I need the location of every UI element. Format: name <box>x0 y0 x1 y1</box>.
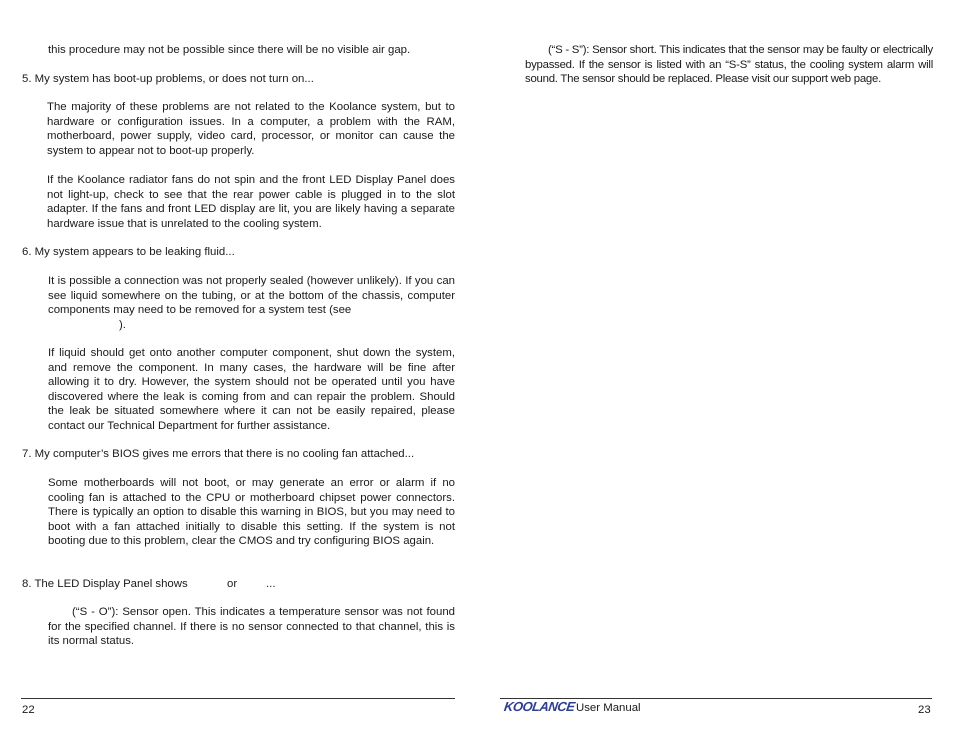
question-8-heading: 8. The LED Display Panel shows <box>22 578 188 590</box>
question-7-heading: 7. My computer’s BIOS gives me errors that there is no cooling fan attached... <box>22 448 415 460</box>
q6-paragraph-1: It is possible a connection was not properly sealed (however unlikely). If you can see liquid somewhere on the tubing, or at the bottom of the chassis, computer components may need to be removed for a system test (see <box>48 275 455 317</box>
q5-paragraph-2: If the Koolance radiator fans do not spin and the front LED Display Panel does not light-up, check to see that the rear power cable is plugged in to the slot adapter. If the fans and front LED display are lit, you are likely having a separate hardware issue that is unrelated to the cooling system. <box>47 174 455 230</box>
q6-paragraph-1-end: ). <box>119 319 126 331</box>
question-5-heading: 5. My system has boot-up problems, or does not turn on... <box>22 73 314 85</box>
sensor-short-paragraph: (“S - S”): Sensor short. This indicates that the sensor may be faulty or electrically bypassed. If the sensor is listed with an “S-S” status, the cooling system alarm will sound. The sensor should be replaced. Please visit our support web page. <box>525 44 933 86</box>
q7-paragraph-1: Some motherboards will not boot, or may generate an error or alarm if no cooling fan is attached to the CPU or motherboard chipset power connectors. There is typically an option to disable this warning in BIOS, but you may need to boot with a fan attached initially to disable this setting. If the system is not booting due to this problem, clear the CMOS and try configuring BIOS again. <box>48 477 455 548</box>
koolance-logo: KOOLANCE <box>503 699 576 714</box>
right-page <box>477 0 954 738</box>
question-8-or: or <box>227 578 238 590</box>
question-6-heading: 6. My system appears to be leaking fluid... <box>22 246 235 258</box>
question-8-ellipsis: ... <box>266 578 276 590</box>
page-number: 22 <box>22 704 35 716</box>
continued-paragraph: this procedure may not be possible since there will be no visible air gap. <box>48 44 411 56</box>
page-number: 23 <box>918 704 931 716</box>
user-manual-label: User Manual <box>576 702 641 714</box>
q5-paragraph-1: The majority of these problems are not related to the Koolance system, but to hardware or configuration issues. In a computer, a problem with the RAM, motherboard, power supply, video card, processor, or monitor can cause the system to appear not to boot-up properly. <box>47 101 455 157</box>
q8-paragraph-1: (“S - O”): Sensor open. This indicates a temperature sensor was not found for the specified channel. If there is no sensor connected to that channel, this is its normal status. <box>48 606 455 648</box>
q6-paragraph-2: If liquid should get onto another computer component, shut down the system, and remove the component. In many cases, the hardware will be fine after allowing it to dry. However, the system should not be operated until you have discovered where the leak is coming from and can repair the problem. Should the leak be situated somewhere where it can not be easily repaired, please contact our Technical Department for further assistance. <box>48 347 455 432</box>
footer-rule <box>21 698 455 699</box>
